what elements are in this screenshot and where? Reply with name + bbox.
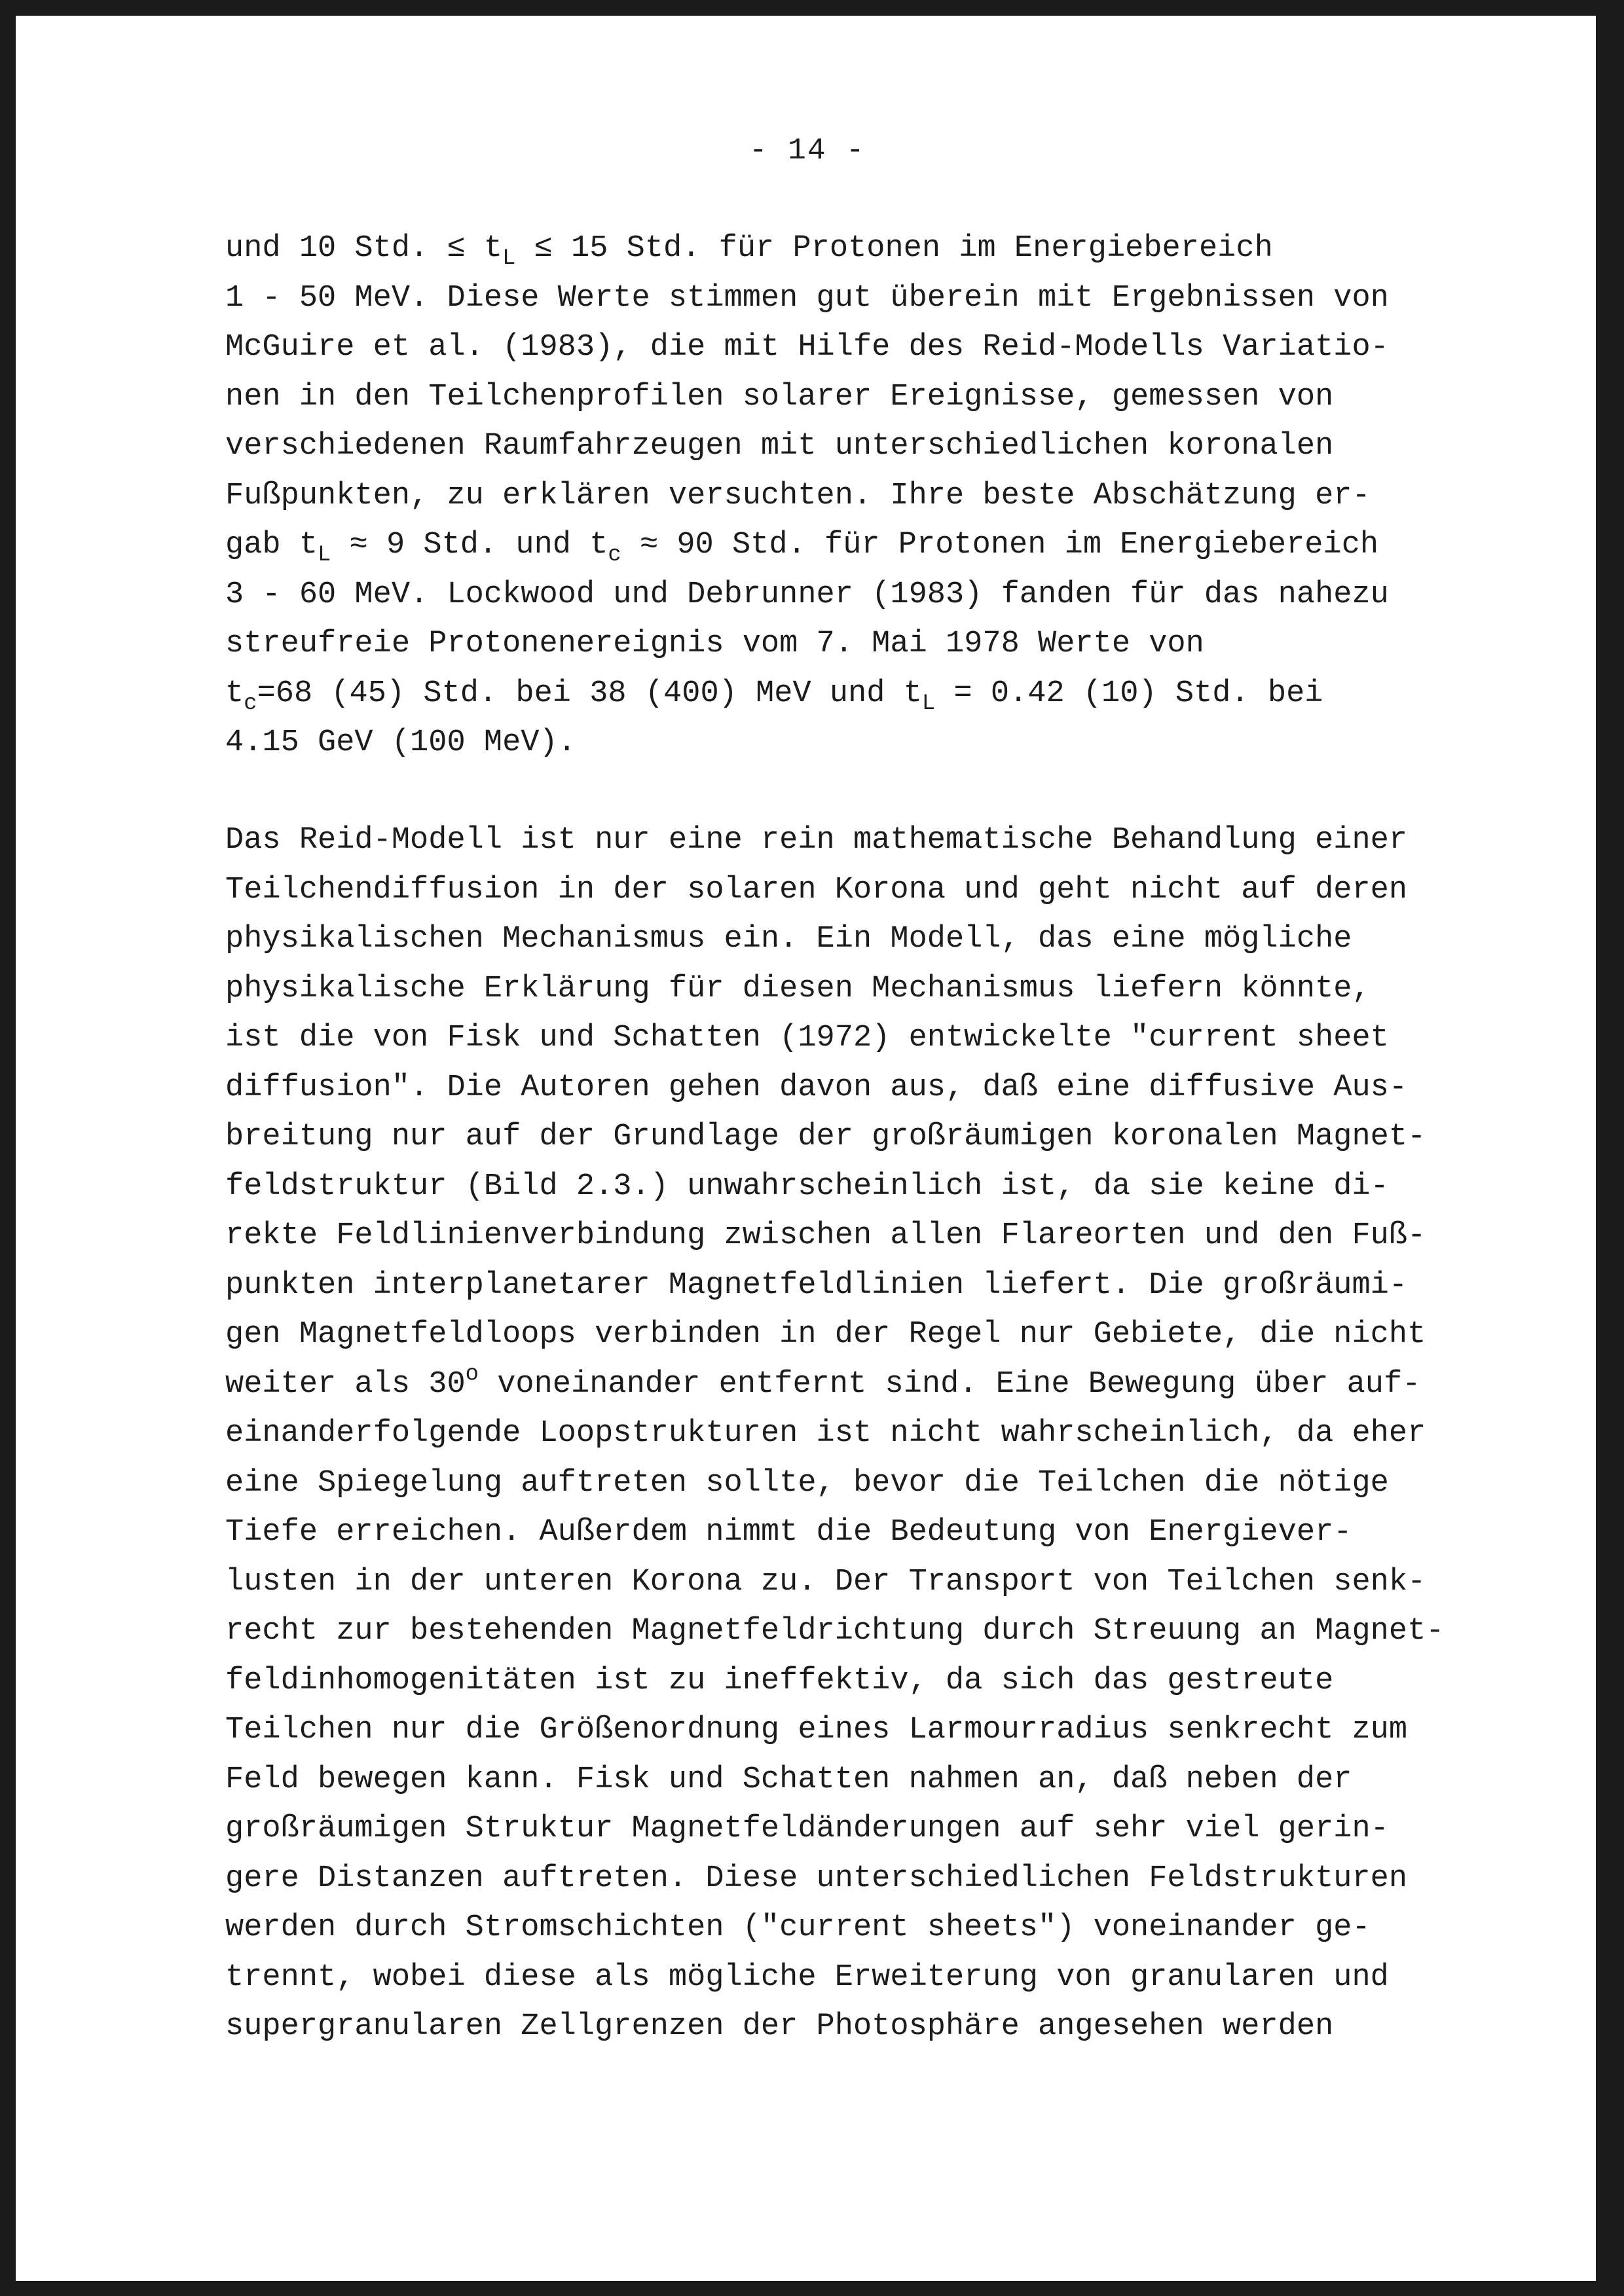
- text-line: gen Magnetfeldloops verbinden in der Regel nur Gebiete, die nicht: [225, 1317, 1426, 1352]
- text-line: supergranularen Zellgrenzen der Photosphäre angesehen werden: [225, 2009, 1334, 2044]
- text-line: Tiefe erreichen. Außerdem nimmt die Bedeutung von Energiever-: [225, 1515, 1352, 1550]
- text-line: Das Reid-Modell ist nur eine rein mathematische Behandlung einer: [225, 823, 1408, 858]
- text-line: feldstruktur (Bild 2.3.) unwahrscheinlich ist, da sie keine di-: [225, 1169, 1389, 1204]
- text-line: 4.15 GeV (100 MeV).: [225, 725, 576, 760]
- text-line: breitung nur auf der Grundlage der großräumigen koronalen Magnet-: [225, 1120, 1426, 1154]
- text-line: streufreie Protonenereignis vom 7. Mai 1978 Werte von: [225, 627, 1204, 661]
- text-line: rekte Feldlinienverbindung zwischen allen Flareorten und den Fuß-: [225, 1218, 1426, 1253]
- text-line: feldinhomogenitäten ist zu ineffektiv, da sich das gestreute: [225, 1663, 1334, 1698]
- text-line: Feld bewegen kann. Fisk und Schatten nahmen an, daß neben der: [225, 1762, 1352, 1797]
- text-line: gab $t_L \approx 9$ Std. und $t_c \approx 90$ Std. für Protonen im Energiebereich: [225, 528, 1379, 568]
- text-line: nen in den Teilchenprofilen solarer Ereignisse, gemessen von: [225, 379, 1334, 414]
- text-line: ist die von Fisk und Schatten (1972) entwickelte "current sheet: [225, 1021, 1389, 1055]
- text-line: physikalischen Mechanismus ein. Ein Modell, das eine mögliche: [225, 922, 1352, 957]
- text-line: weiter als 30$^o$ voneinander entfernt sind. Eine Bewegung über auf-: [225, 1361, 1421, 1402]
- text-line: diffusion". Die Autoren gehen davon aus, daß eine diffusive Aus-: [225, 1070, 1408, 1105]
- document-page: [16, 16, 1596, 2281]
- text-line: Fußpunkten, zu erklären versuchten. Ihre beste Abschätzung er-: [225, 478, 1371, 513]
- text-line: 3 - 60 MeV. Lockwood und Debrunner (1983) fanden für das nahezu: [225, 577, 1389, 612]
- text-line: 1 - 50 MeV. Diese Werte stimmen gut überein mit Ergebnissen von: [225, 280, 1389, 316]
- text-line: verschiedenen Raumfahrzeugen mit unterschiedlichen koronalen: [225, 429, 1334, 464]
- text-line: lusten in der unteren Korona zu. Der Transport von Teilchen senk-: [225, 1564, 1426, 1599]
- text-line: $t_c=68$ (45) Std. bei 38 (400) MeV und $t_L = 0.42$ (10) Std. bei: [225, 676, 1323, 716]
- text-line: werden durch Stromschichten ("current sheets") voneinander ge-: [225, 1910, 1371, 1945]
- text-line: großräumigen Struktur Magnetfeldänderungen auf sehr viel gerin-: [225, 1812, 1389, 1846]
- text-line: recht zur bestehenden Magnetfeldrichtung durch Streuung an Magnet-: [225, 1614, 1445, 1649]
- text-line: trennt, wobei diese als mögliche Erweiterung von granularen und: [225, 1959, 1389, 1995]
- paragraph-1: [225, 224, 1522, 768]
- paragraph-2: [225, 816, 1522, 2052]
- text-line: gere Distanzen auftreten. Diese unterschiedlichen Feldstrukturen: [225, 1861, 1408, 1896]
- text-line: einanderfolgende Loopstrukturen ist nicht wahrscheinlich, da eher: [225, 1416, 1426, 1451]
- text-line: Teilchen nur die Größenordnung eines Larmourradius senkrecht zum: [225, 1713, 1408, 1747]
- text-line: punkten interplanetarer Magnetfeldlinien liefert. Die großräumi-: [225, 1267, 1408, 1303]
- text-line: physikalische Erklärung für diesen Mechanismus liefern könnte,: [225, 971, 1371, 1006]
- text-line: eine Spiegelung auftreten sollte, bevor die Teilchen die nötige: [225, 1465, 1389, 1501]
- text-line: Teilchendiffusion in der solaren Korona und geht nicht auf deren: [225, 872, 1408, 907]
- text-line: und 10 Std. ≤ $t_L \le 15$ Std. für Protonen im Energiebereich: [225, 231, 1273, 271]
- text-line: McGuire et al. (1983), die mit Hilfe des Reid-Modells Variatio-: [225, 330, 1389, 365]
- page-number: - 14 -: [749, 134, 866, 168]
- scan-border: [0, 0, 1624, 16]
